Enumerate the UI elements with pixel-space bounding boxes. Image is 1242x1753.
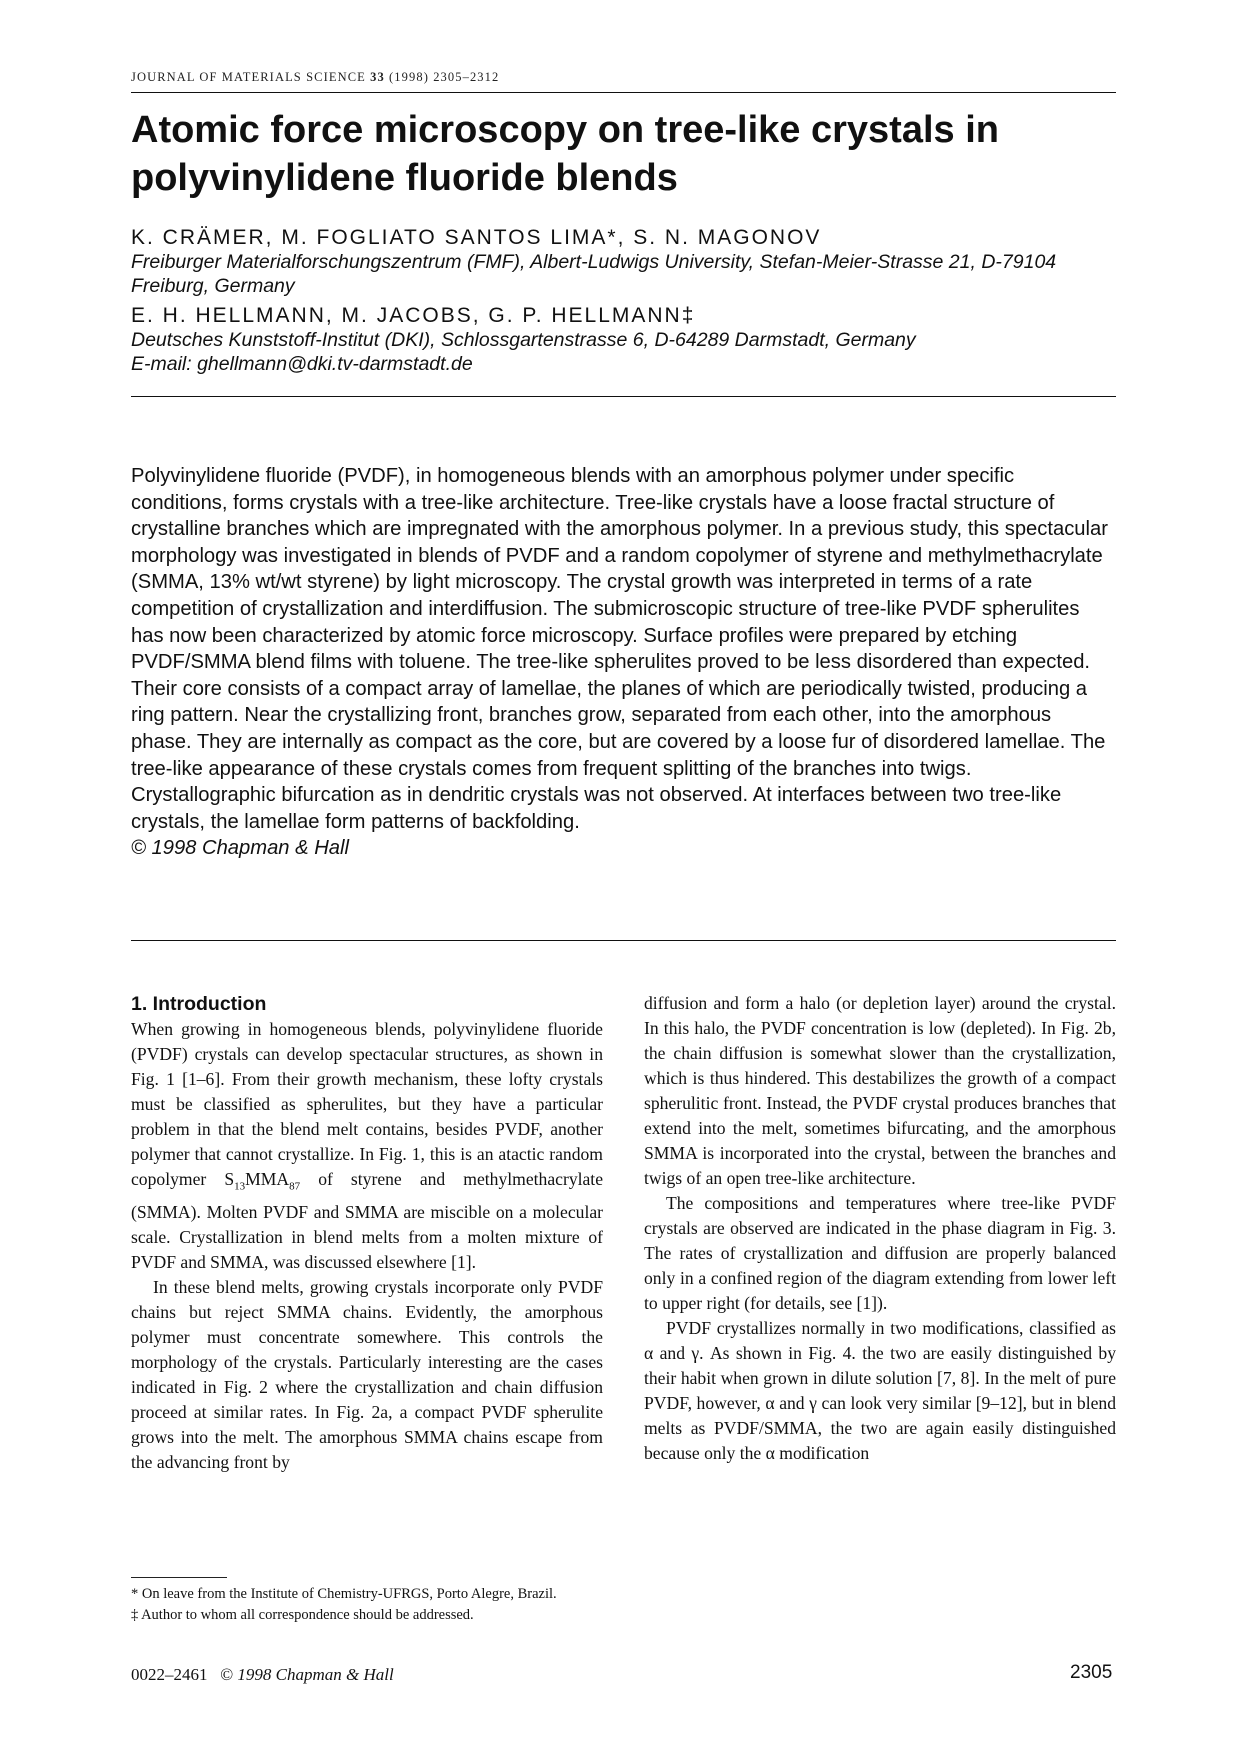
affiliation-1: Freiburger Materialforschungszentrum (FMF), Albert-Ludwigs University, Stefan-Meier-Strasse 21, D-79104 Freiburg, Germany	[131, 251, 1057, 297]
right-paragraph-3: PVDF crystallizes normally in two modifications, classified as α and γ. As shown in Fig. 4. the two are easily distinguished by their habit when grown in dilute solution [7, 8]. In the melt of pure PVDF, however, α and γ can look very similar [9–12], but in blend melts as PVDF/SMMA, the two are again easily distinguished because only the α modification	[644, 1318, 1116, 1463]
abstract-copyright: © 1998 Chapman & Hall	[131, 837, 349, 860]
affiliation-2: Deutsches Kunststoff-Institut (DKI), Schlossgartenstrasse 6, D-64289 Darmstadt, Germany	[131, 329, 916, 351]
journal-header	[131, 70, 499, 85]
contact-email: E-mail: ghellmann@dki.tv-darmstadt.de	[131, 353, 473, 375]
intro-paragraph-1	[131, 1017, 603, 1275]
paper-title: Atomic force microscopy on tree-like crystals in polyvinylidene fluoride blends	[131, 109, 999, 199]
page-number: 2305	[1070, 1662, 1113, 1683]
authors-group-2: E. H. HELLMANN, M. JACOBS, G. P. HELLMANN‡	[131, 304, 696, 327]
header-rule	[131, 92, 1116, 93]
copyright-symbol: ©	[220, 1665, 234, 1684]
abstract-text: Polyvinylidene fluoride (PVDF), in homogeneous blends with an amorphous polymer under specific conditions, forms crystals with a tree-like architecture. Tree-like crystals have a loose fractal structure of crystalline branches which are impregnated with the amorphous polymer. In a previous study, this spectacular morphology was investigated in blends of PVDF and a random copolymer of styrene and methylmethacrylate (SMMA, 13% wt/wt styrene) by light microscopy. The crystal growth was interpreted in terms of a rate competition of crystallization and interdiffusion. The submicroscopic structure of tree-like PVDF spherulites has now been characterized by atomic force microscopy. Surface profiles were prepared by etching PVDF/SMMA blend films with toluene. The tree-like spherulites proved to be less disordered than expected. Their core consists of a compact array of lamellae, the planes of which are periodically twisted, producing a ring pattern. Near the crystallizing front, branches grow, separated from each other, into the amorphous phase. They are internally as compact as the core, but are covered by a loose fur of disordered lamellae. The tree-like appearance of these crystals comes from frequent splitting of the branches into twigs. Crystallographic bifurcation as in dendritic crystals was not observed. At interfaces between two tree-like crystals, the lamellae form patterns of backfolding.	[131, 465, 1108, 833]
footnote-2: ‡ Author to whom all correspondence should be addressed.	[131, 1607, 474, 1623]
copolymer-sub-87: 87	[289, 1180, 301, 1193]
copolymer-mma: MMA	[245, 1169, 290, 1189]
right-paragraph-1: diffusion and form a halo (or depletion layer) around the crystal. In this halo, the PVDF concentration is low (depleted). In Fig. 2b, the chain diffusion is somewhat slower than the crystallization, which is thus hindered. This destabilizes the growth of a compact spherulitic front. Instead, the PVDF crystal produces branches that extend into the melt, sometimes bifurcating, and the amorphous SMMA is incorporated into the crystal, between the branches and twigs of an open tree-like architecture.	[644, 993, 1116, 1188]
copolymer-s: S	[224, 1169, 235, 1189]
abstract-bottom-rule	[131, 940, 1116, 941]
intro-paragraph-2: In these blend melts, growing crystals incorporate only PVDF chains but reject SMMA chains. Evidently, the amorphous polymer must concentrate somewhere. This controls the morphology of the crystals. Particularly interesting are the cases indicated in Fig. 2 where the crystallization and chain diffusion proceed at similar rates. In Fig. 2a, a compact PVDF spherulite grows into the melt. The amorphous SMMA chains escape from the advancing front by	[131, 1276, 603, 1472]
journal-name: JOURNAL OF MATERIALS SCIENCE	[131, 70, 366, 84]
left-column	[131, 991, 603, 1475]
issn: 0022–2461	[131, 1665, 208, 1684]
page-footer	[131, 1665, 394, 1685]
intro-p1-text-b: of styrene and methylmethacrylate (SMMA). Molten PVDF and SMMA are miscible on a molecular scale. Crystallization in blend melts from a molten mixture of PVDF and SMMA, was discussed elsewhere [1].	[131, 1169, 604, 1272]
journal-year-pages: (1998) 2305–2312	[389, 70, 500, 84]
authors-group-1: K. CRÄMER, M. FOGLIATO SANTOS LIMA*, S. N. MAGONOV	[131, 226, 822, 249]
journal-volume: 33	[370, 70, 385, 84]
footnote-1: * On leave from the Institute of Chemistry-UFRGS, Porto Alegre, Brazil.	[131, 1586, 557, 1602]
intro-p1-text-a: When growing in homogeneous blends, polyvinylidene fluoride (PVDF) crystals can develop spectacular structures, as shown in Fig. 1 [1–6]. From their growth mechanism, these lofty crystals must be classified as spherulites, but they have a particular problem in that the blend melt contains, besides PVDF, another polymer that cannot crystallize. In Fig. 1, this is an atactic random copolymer	[131, 1019, 603, 1189]
footer-publisher: 1998 Chapman & Hall	[237, 1665, 394, 1684]
footnote-rule	[131, 1577, 227, 1578]
right-column	[644, 991, 1116, 1466]
abstract-top-rule	[131, 396, 1116, 397]
abstract	[131, 463, 1116, 862]
section-heading-introduction: 1. Introduction	[131, 993, 267, 1015]
right-paragraph-2: The compositions and temperatures where tree-like PVDF crystals are observed are indicated in the phase diagram in Fig. 3. The rates of crystallization and diffusion are properly balanced only in a confined region of the diagram extending from lower left to upper right (for details, see [1]).	[644, 1193, 1116, 1313]
copolymer-sub-13: 13	[234, 1180, 246, 1193]
